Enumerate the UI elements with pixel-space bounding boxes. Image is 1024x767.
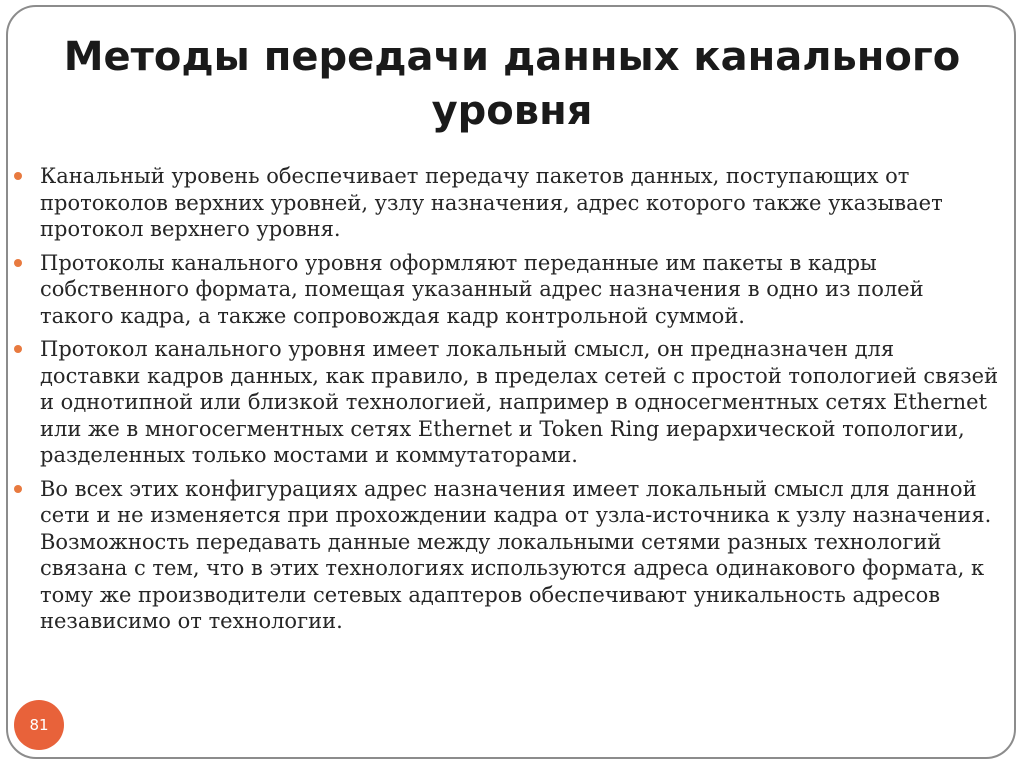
- bullet-dot-icon: [14, 259, 22, 267]
- bullet-text: Протокол канального уровня имеет локальный смысл, он предназначен для доставки кадров данных, как правило, в пределах сетей с простой топологией связей и однотипной или близкой технологией, например в односегментных сетях Ethernet или же в многосегментных сетях Ethernet и Token Ring иерархической топологии, разделенных только мостами и коммутаторами.: [40, 337, 999, 467]
- page-number-badge: [14, 700, 64, 750]
- bullet-item: [40, 163, 1000, 243]
- bullet-dot-icon: [14, 485, 22, 493]
- slide-title: Методы передачи данных канального уровня: [63, 34, 961, 134]
- bullet-item: [40, 250, 1000, 330]
- bullet-item: [40, 476, 1000, 635]
- bullet-text: Канальный уровень обеспечивает передачу пакетов данных, поступающих от протоколов верхних уровней, узлу назначения, адрес которого также указывает протокол верхнего уровня.: [40, 164, 943, 241]
- bullet-item: [40, 336, 1000, 469]
- bullet-dot-icon: [14, 172, 22, 180]
- bullet-dot-icon: [14, 345, 22, 353]
- bullet-text: Во всех этих конфигурациях адрес назначения имеет локальный смысл для данной сети и не изменяется при прохождении кадра от узла-источника к узлу назначения. Возможность передавать данные между локальными сетями разных технологий связана с тем, что в этих технологиях используются адреса одинакового формата, к тому же производители сетевых адаптеров обеспечивают уникальность адресов независимо от технологии.: [40, 476, 992, 633]
- page-number: 81: [29, 716, 49, 734]
- bullet-list: [40, 163, 1000, 642]
- bullet-text: Протоколы канального уровня оформляют переданные им пакеты в кадры собственного формата, помещая указанный адрес назначения в одно из полей такого кадра, а также сопровождая кадр контрольной суммой.: [40, 250, 924, 328]
